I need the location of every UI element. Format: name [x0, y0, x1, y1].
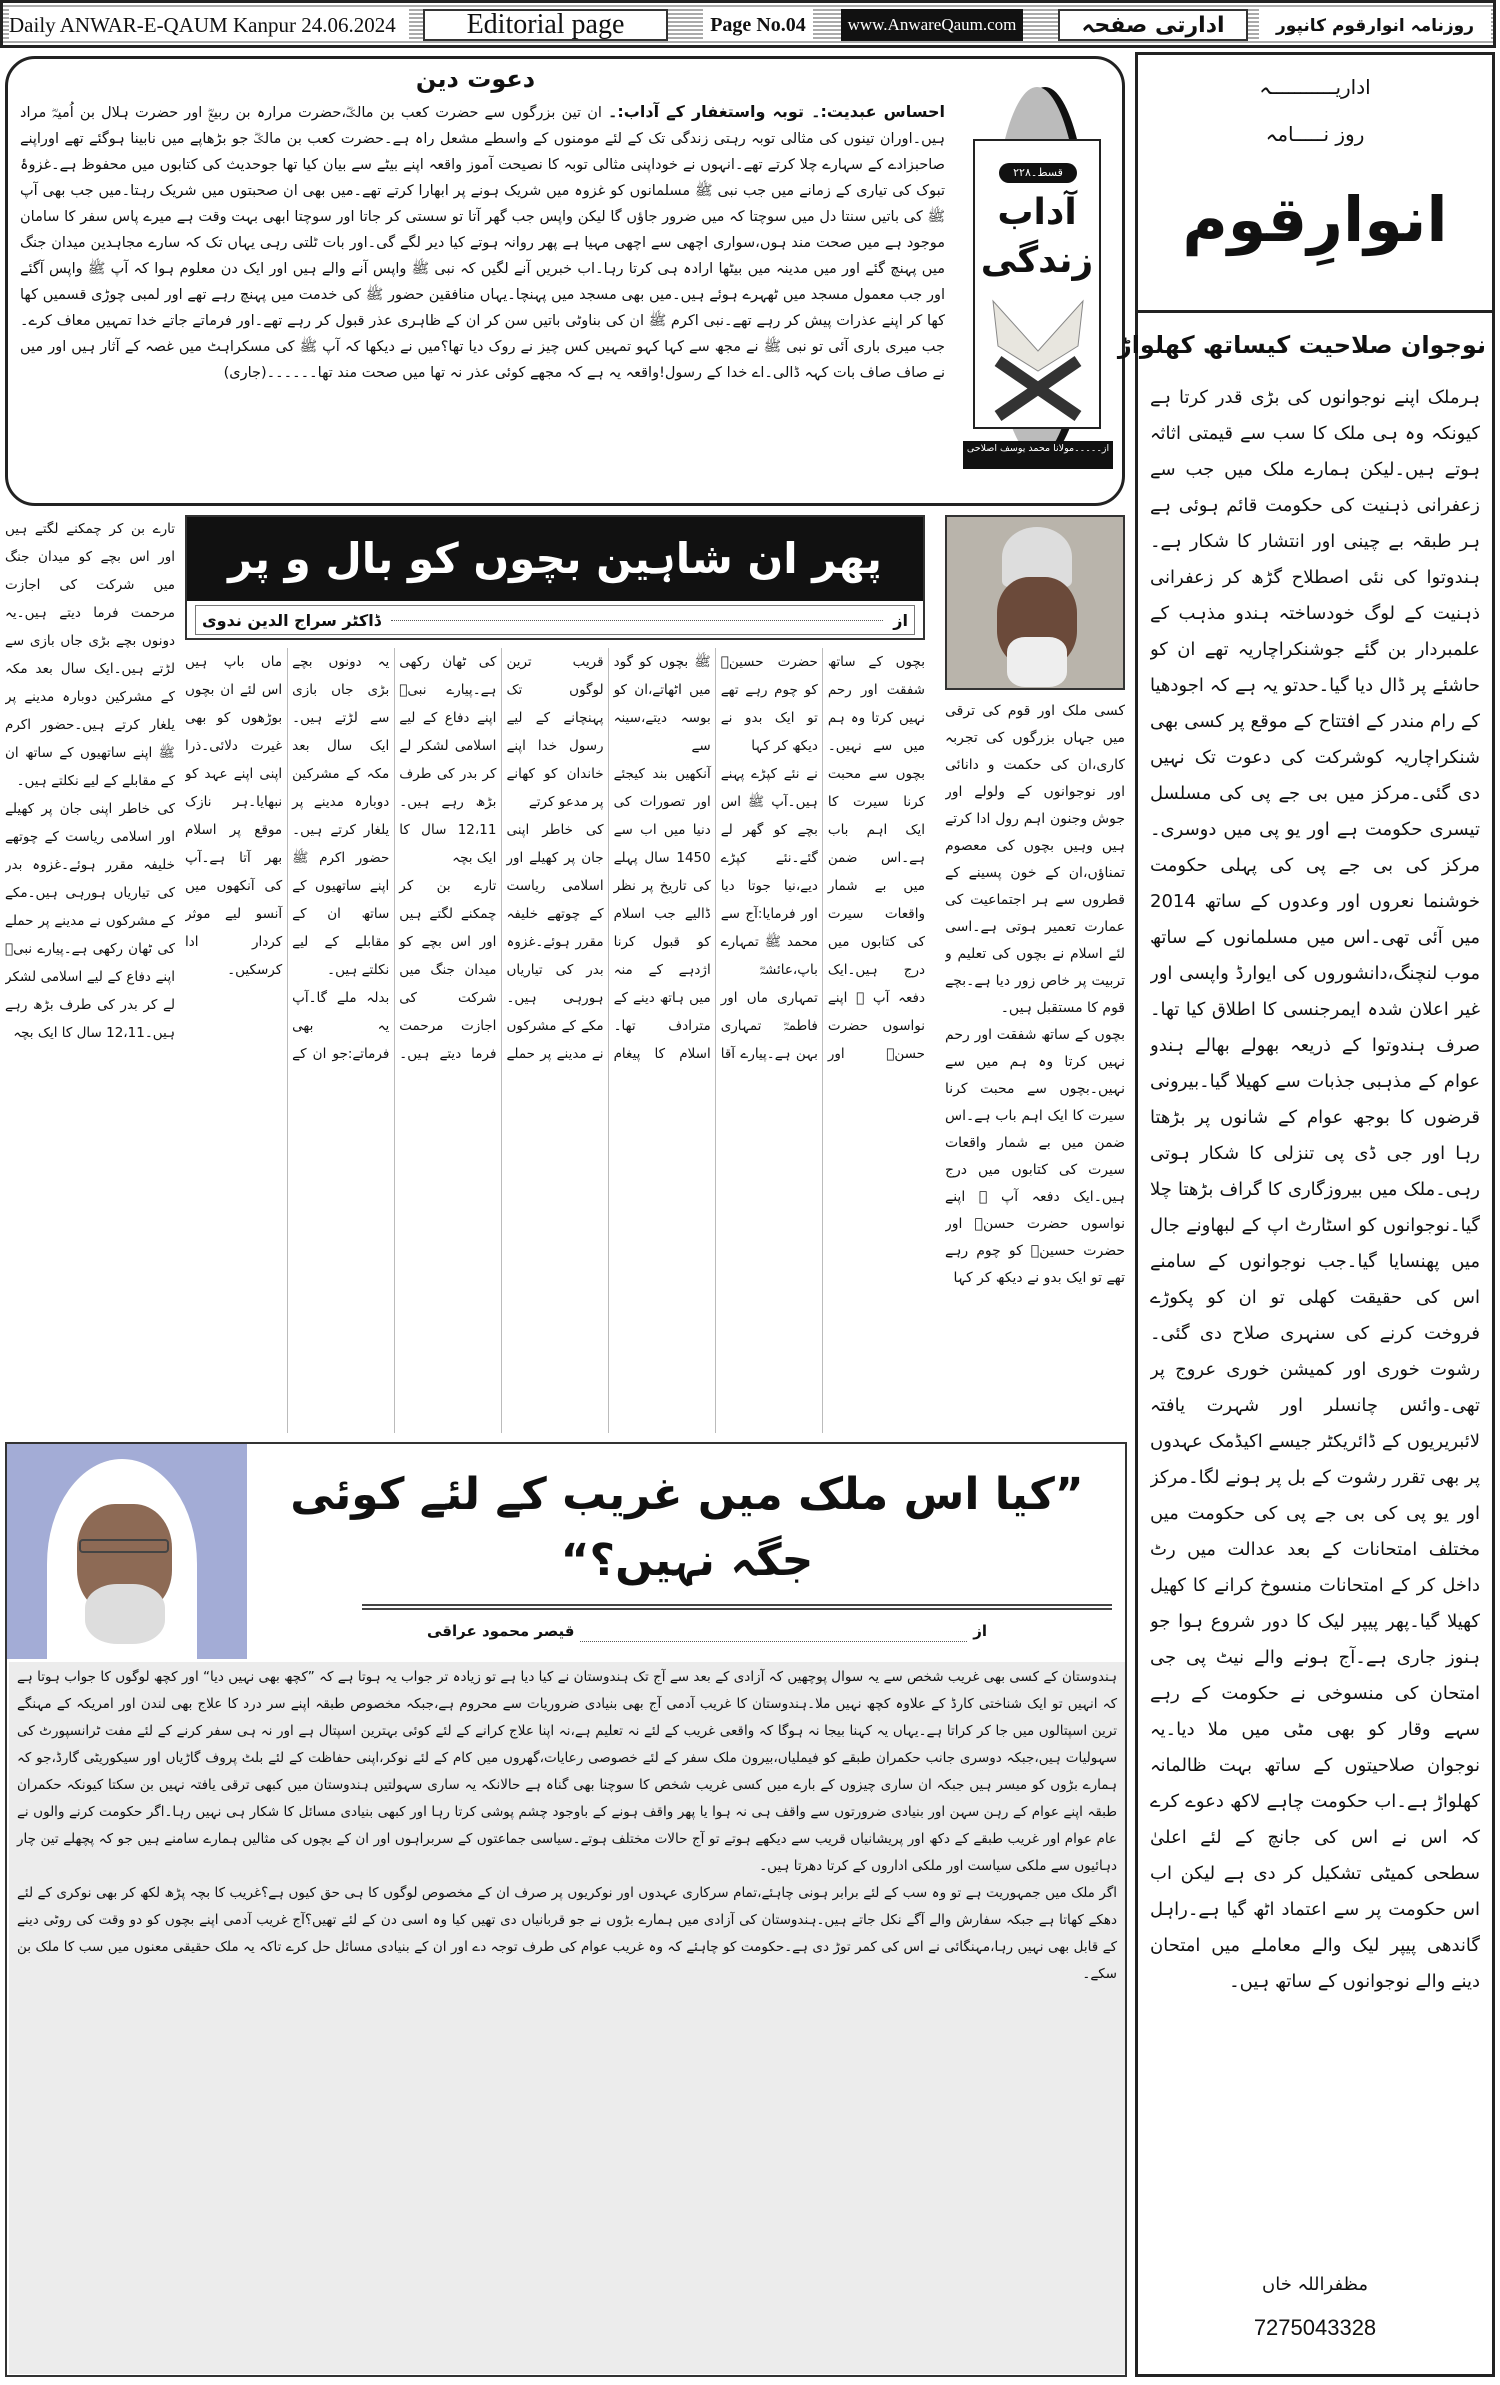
shaheen-continued-column [5, 515, 175, 1433]
section-title-urdu: ادارتی صفحہ [1058, 9, 1248, 41]
shaheen-author-photo [945, 515, 1125, 690]
adab-author: از۔۔۔۔۔مولانا محمد یوسف اصلاحی [963, 441, 1113, 469]
ghareeb-headline: ”کیا اس ملک میں غریب کے لئے کوئی جگہ نہیں؟“ [290, 1469, 1084, 1586]
dawat-lead: احساس عبدیت:۔ توبہ واستغفار کے آداب:۔ [608, 102, 945, 121]
editorial-column [1117, 52, 1495, 2377]
paragraph: تارے بن کر چمکنے لگتے ہیں اور اس بچے کو میدان جنگ میں شرکت کی اجازت مرحمت فرما دیتے ہیں۔یہ دونوں بچے بڑی جاں بازی سے لڑتے ہیں۔ایک سال بعد مکہ کے مشرکین دوبارہ مدینے پر یلغار کرتے ہیں۔حضور اکرم ﷺ اپنے ساتھیوں کے ساتھ ان کے مقابلے کے لیے نکلتے ہیں۔ [5, 521, 175, 789]
dawat-text: ان تین بزرگوں سے حضرت کعب بن مالکؓ،حضرت مرارہ بن ربیعؓ اور حضرت ہلال بن اُمیہؓ مراد ہیں۔اوران تینوں کی مثالی توبہ رہتی زندگی تک کے لئے مومنوں کے واسطے مشعل راہ ہے۔حضرت کعب بن مالکؓ جو بڑھاپے میں نابینا ہوگئے تھے اوراپنے صاحبزادے کے سہارے چلا کرتے تھے۔انہوں نے خوداپنی مثالی توبہ کا نصیحت آموز واقعہ اپنے بیٹے سے بیان کیا تھا جوحدیث کی کتابوں میں محفوظ ہے۔غزوۂ تبوک کی تیاری کے زمانے میں جب نبی ﷺ مسلمانوں کو غزوہ میں شریک ہونے پر ابھارا کرتے تھے۔میں بھی ان صحبتوں میں شریک رہتا۔میں جب بھی آپ ﷺ کی باتیں سنتا دل میں سوچتا کہ میں ضرور جاؤں گا لیکن واپس جب گھر آتا تو سستی کر جاتا اور سوچتا ابھی بہت وقت ہے میرے پاس سفر کا سامان موجود ہے میں صحت مند ہوں،سواری اچھی سے اچھی مہیا ہے پھر روانہ ہوتے کیا دیر لگے گی۔اور بات ٹلتی رہی یہاں تک کہ سارے مجاہدین میدان جنگ میں پہنچ گئے اور میں مدینہ میں بیٹھا ارادہ ہی کرتا رہا۔اب خبریں آنے لگیں کہ نبی ﷺ واپس آنے والے ہیں اور ایک دن معلوم ہوا کہ آپ ﷺ واپس آگئے اور جب معمول مسجد میں ٹھہرے ہوئے ہیں۔میں بھی مسجد میں پہنچا۔یہاں منافقین حضور ﷺ کی خدمت میں پہنچ رہے تھے اور لمبی چوڑی قسمیں کھا کھا کر اپنے عذرات پیش کر رہے تھے۔نبی اکرم ﷺ ان کی بناوٹی باتیں سن کر ان کے ظاہری عذر قبول کر رہے تھے۔اور فرماتے جاتے خدا تمہیں معاف کرے۔جب میری باری آئی تو نبی ﷺ نے مجھ سے کہا کہو تمہیں کس چیز نے روک دیا تھا؟میں نے دیکھا کہ آپ ﷺ کی مسکراہٹ میں غصہ کے آثار ہیں اور میں نے صاف صاف بات کہہ ڈالی۔اے خدا کے رسول!واقعہ یہ ہے کہ مجھے کوئی عذر نہ تھا میں صحت مند تھا۔۔۔۔۔۔(جاری) [20, 105, 945, 381]
paper-name-urdu: روزنامہ انوارقوم کانپور [1259, 9, 1491, 41]
divider [362, 1604, 1112, 1610]
paragraph: تارے بن کر چمکنے لگتے ہیں اور اس بچے کو میدان جنگ میں شرکت کی اجازت مرحمت فرما دیتے ہیں۔یہ دونوں بچے بڑی جاں بازی سے لڑتے ہیں۔ایک سال بعد مکہ کے مشرکین دوبارہ مدینے پر یلغار کرتے ہیں۔حضور اکرم ﷺ اپنے ساتھیوں کے ساتھ ان کے مقابلے کے لیے نکلتے ہیں۔ [292, 654, 497, 1062]
page-header [0, 0, 1496, 48]
ghareeb-author: قیصر محمود عراقی [427, 1622, 575, 1640]
paragraph: کی خاطر اپنی جان پر کھیلے اور اسلامی ریاست کے چوتھے خلیفہ مقرر ہوئے۔غزوہ بدر کی تیاریاں ہورہی ہیں۔مکے کے مشرکوں نے مدینے پر حملے کی ٹھان رکھی ہے۔پیارے نبیؐ اپنے دفاع کے لیے اسلامی لشکر لے کر بدر کی طرف بڑھ رہے ہیں۔12،11 سال کا ایک بچہ [5, 801, 175, 1041]
masthead-paper-name: انوارِقوم [1182, 183, 1448, 256]
ghareeb-byline [427, 1620, 987, 1642]
masthead-daily-label: روز نـــــامہ [1265, 122, 1365, 146]
adab-title-1: آداب [997, 192, 1077, 233]
page-number: Page No.04 [703, 9, 813, 41]
shaheen-author: ڈاکٹر سراج الدین ندوی [202, 610, 381, 630]
paragraph: ہندوستان کے کسی بھی غریب شخص سے یہ سوال پوچھیں کہ آزادی کے بعد سے آج تک ہندوستان نے کیا دیا ہے تو زیادہ تر جواب یہ ہوتا ہے کہ ”کچھ بھی نہیں دیا“ اور کچھ لوگوں کا جواب ہوتا ہے کہ انہیں تو ایک شناختی کارڈ کے علاوہ کچھ نہیں ملا۔ہندوستان کا غریب آدمی آج بھی بنیادی ضروریات سے محروم ہے،جبکہ مخصوص طبقہ اپنے سر درد کا علاج بھی لندن اور امریکہ کے مہنگے ترین اسپتالوں میں جا کر کراتا ہے۔یہاں یہ کہنا بیجا نہ ہوگا کہ واقعی غریب کے لئے نہ تعلیم ہے،نہ اپنا علاج کرانے کے لئے کوئی بہترین اسپتال ہے اور نہ ہی سفر کرنے کے لئے مفت ٹرانسپورٹ کی سہولیات ہیں،جبکہ دوسری جانب حکمران طبقے کو فیملیاں،بیرون ملک سفر کے لئے خصوصی رعایات،گھروں میں کام کے لئے نوکر،اپنی حفاظت کے لئے بلٹ پروف گاڑیاں اور سیکوریٹی گارڈ،جو کہ ہمارے بڑوں کو میسر ہیں جبکہ ان ساری چیزوں کے بارے میں کسی غریب شخص کا سوچنا بھی گناہ ہے حالانکہ یہ ساری سہولتیں ہندوستان میں کبھی ترقی یافتہ نہیں بن سکتا کیونکہ حکمران طبقہ اپنے عوام کے رہن سہن اور بنیادی ضرورتوں سے واقف ہی نہ ہوا یا پھر واقف ہونے کے باوجود چشم پوشی کرتا رہا اور کبھی بنیادی مسائل کا شکار ہی نہیں رہا۔اگر حکومت کرنے والوں نے عام عوام اور غریب طبقے کے دکھ اور پریشانیاں قریب سے دیکھے ہوتے تو آج حالات مختلف ہوتے۔سیاسی جماعتوں کے سربراہوں اور ان کے بچوں کی مثالیں ہمارے سامنے ہیں جو کہ پچھلے تین چار دہائیوں سے ملکی سیاست اور ملکی اداروں کے کرتا دھرتا ہیں۔ [17, 1669, 1117, 1874]
paragraph: کسی ملک اور قوم کی ترقی میں جہاں بزرگوں کی تجربہ کاری،ان کی حکمت و دانائی اور نوجوانوں کے ولولے اور جوش وجنون اہم رول ادا کرتے ہیں وہیں بچوں کی معصوم تمناؤں،ان کے خون پسینے کے قطروں سے ہر اجتماعیت کی عمارت تعمیر ہوتی ہے۔اسی لئے اسلام نے بچوں کی تعلیم و تربیت پر خاص زور دیا ہے۔بچے قوم کا مستقبل ہیں۔ [945, 703, 1125, 1016]
masthead [1138, 55, 1492, 313]
dawat-body [20, 99, 945, 499]
paper-date-title: Daily ANWAR-E-QAUM Kanpur 24.06.2024 [9, 9, 409, 41]
ghareeb-article [5, 1442, 1127, 2377]
episode-badge: قسط۔۲۲۸ [999, 163, 1077, 183]
paragraph: اگر ملک میں جمہوریت ہے تو وہ سب کے لئے برابر ہونی چاہئے،تمام سرکاری عہدوں اور نوکریوں پر صرف ان کے مخصوص لوگوں کا ہی حق کیوں ہے؟غریب کا بچہ پڑھ لکھ کر بھی نوکری کے لئے دھکے کھاتا ہے جبکہ سفارش والے آگے نکل جاتے ہیں۔ہندوستان کی آزادی میں ہمارے بڑوں نے جو قربانیاں دی تھیں کیا وہ اسی دن کے لئے تھیں؟آج غریب آدمی اپنے بچوں کو دو وقت کی روٹی دینے کے قابل بھی نہیں رہا،مہنگائی نے اس کی کمر توڑ دی ہے۔حکومت کو چاہئے کہ وہ غریب عوام کی طرف توجہ دے اور ان کے بنیادی مسائل حل کرے تاکہ یہ ملک حقیقی معنوں میں سب کا ملک بن سکے۔ [17, 1885, 1117, 1982]
editorial-phone: 7275043328 [1253, 2315, 1377, 2340]
shaheen-byline [195, 605, 915, 635]
adab-title-2: زندگی [980, 240, 1094, 281]
ghareeb-author-photo [7, 1444, 247, 1659]
editorial-author: مظفراللہ خاں [1262, 2274, 1368, 2295]
shaheen-headline: پھر ان شاہین بچوں کو بال و پر [187, 517, 923, 601]
shaheen-body-columns [185, 648, 925, 1433]
editorial-headline: نوجوان صلاحیت کیساتھ کھلواڑ [1117, 331, 1486, 359]
masthead-editorial-label: اداریـــــــــــہ [1259, 75, 1371, 99]
paragraph: بچوں کے ساتھ شفقت اور رحم نہیں کرتا وہ ہم میں سے نہیں۔بچوں سے محبت کرنا سیرت کا ایک اہم باب ہے۔اس ضمن میں بے شمار واقعات سیرت کی کتابوں میں درج ہیں۔ایک دفعہ آپ ﷺ اپنے نواسوں حضرت حسنؓ اور حضرت حسینؓ کو چوم رہے تھے تو ایک بدو نے دیکھ کر کہا [720, 654, 925, 1062]
ghareeb-body [9, 1662, 1125, 2374]
editorial-body [1150, 380, 1480, 2250]
adab-zindagi-panel [963, 79, 1113, 479]
dawat-deen-box [5, 56, 1125, 506]
paragraph: ہرملک اپنے نوجوانوں کی بڑی قدر کرتا ہے کیونکہ وہ ہی ملک کا سب سے قیمتی اثاثہ ہوتے ہیں۔لیکن ہمارے ملک میں جب سے زعفرانی ذہنیت کی حکومت قائم ہوئی ہے ہر طبقہ بے چینی اور انتشار کا شکار ہے۔ہندوتوا کی نئی اصطلاح گڑھ کر زعفرانی ذہنیت کے لوگ خودساختہ ہندو مذہب کے علمبردار بن گئے جوشنکراچاریہ تھے ان کو حاشئے پر ڈال دیا گیا۔حدتو یہ ہے کہ اجودھیا کے رام مندر کے افتتاح کے موقع پر کسی بھی شنکراچاریہ کوشرکت کی دعوت تک نہیں دی گئی۔مرکز میں بی جے پی کی مسلسل تیسری حکومت ہے اور یو پی میں دوسری۔مرکز کی بی جے پی کی پہلی حکومت خوشنما نعروں اور وعدوں کے ساتھ 2014 میں آئی تھی۔اس میں مسلمانوں کے ساتھ موب لنچنگ،دانشوروں کی ایوارڈ واپسی اور غیر اعلان شدہ ایمرجنسی کا اطلاق کیا تھا۔صرف ہندوتوا کے ذریعہ بھولے بھالے ہندو عوام کے مذہبی جذبات سے کھیلا گیا۔بیرونی قرضوں کا بوجھ عوام کے شانوں پر بڑھتا رہا اور جی ڈی پی تنزلی کا شکار ہوتی رہی۔ملک میں بیروزگاری کا گراف بڑھتا چلا گیا۔نوجوانوں کو اسٹارٹ اپ کے لبھاونے جال میں پھنسایا گیا۔جب نوجوانوں کے سامنے اس کی حقیقت کھلی تو ان کو پکوڑے فروخت کرنے کی سنہری صلاح دی گئی۔رشوت خوری اور کمیشن خوری عروج پر تھی۔وائس چانسلر اور شہرت یافتہ لائبریریوں کے ڈائریکٹر جیسے اکیڈمک عہدوں پر بھی تقرر رشوت کے بل پر ہونے لگا۔مرکز اور یو پی کی بی جے پی کی حکومت میں مختلف امتحانات کے بعد عدالت میں رٹ داخل کر کے امتحانات منسوخ کرانے کا کھیل کھیلا گیا۔پھر پیپر لیک کا دور شروع ہوا جو ہنوز جاری ہے۔آج ہونے والے نیٹ پی جی امتحان کی منسوخی نے حکومت کے رہے سہے وقار کو بھی مٹی میں ملا دیا۔یہ نوجوان صلاحیتوں کے ساتھ بہت ظالمانہ کھلواڑ ہے۔اب حکومت چاہے لاکھ دعوے کرے کہ اس نے اس کی جانچ کے لئے اعلیٰ سطحی کمیٹی تشکیل کر دی ہے لیکن اب اس حکومت پر سے اعتماد اٹھ گیا ہے۔راہل گاندھی پیپر لیک والے معاملے میں امتحان دینے والے نوجوانوں کے ساتھ ہیں۔ [1150, 387, 1480, 1992]
quran-on-stand-icon [983, 291, 1093, 421]
shaheen-intro [945, 698, 1125, 1433]
section-title-english: Editorial page [423, 9, 668, 41]
panel-card [973, 139, 1101, 429]
byline-prefix: از [893, 610, 908, 630]
dawat-title: دعوت دین [415, 65, 536, 93]
shaheen-headline-box [185, 515, 925, 640]
paragraph: آنکھیں بند کیجئے اور تصورات کی دنیا میں اب سے 1450 سال پہلے کی تاریخ پر نظر ڈالیے جب اسلام کو قبول کرنا اژدہے کے منہ میں ہاتھ دینے کے مترادف تھا۔اسلام کا پیغام قریب ترین لوگوں تک پہنچانے کے لیے رسول خدا اپنے خاندان کو کھانے پر مدعو کرتے [506, 654, 711, 1062]
byline-prefix: از [973, 1622, 987, 1640]
paragraph: بدلہ ملے گا۔آپ یہ بھی فرماتے:جو ان کے ماں باپ ہیں اس لئے ان بچوں بوڑھوں کو بھی غیرت دلائی۔ذرا اپنی اپنے عہد کو نبھایا۔ہر نازک موقع پر اسلام بھر آتا ہے۔آپ کی آنکھوں میں آنسو لیے موثر کردار ادا کرسکیں۔ [185, 654, 390, 1062]
paragraph: بچوں کے ساتھ شفقت اور رحم نہیں کرتا وہ ہم میں سے نہیں۔بچوں سے محبت کرنا سیرت کا ایک اہم باب ہے۔اس ضمن میں بے شمار واقعات سیرت کی کتابوں میں درج ہیں۔ایک دفعہ آپ ﷺ اپنے نواسوں حضرت حسنؓ اور حضرت حسینؓ کو چوم رہے تھے تو ایک بدو نے دیکھ کر کہا [945, 1027, 1125, 1286]
paragraph: نے نئے کپڑے پہنے ہیں۔آپ ﷺ اس بچے کو گھر لے گئے۔نئے کپڑے دیے،نیا جوتا دیا اور فرمایا:آج سے محمد ﷺ تمہارے باپ،عائشہؓ تمہاری ماں اور فاطمہؓ تمہاری بہن ہے۔پیارے آقا ﷺ بچوں کو گود میں اٹھاتے،ان کو بوسہ دیتے،سینہ سے [613, 654, 818, 1062]
paragraph: کی خاطر اپنی جان پر کھیلے اور اسلامی ریاست کے چوتھے خلیفہ مقرر ہوئے۔غزوہ بدر کی تیاریاں ہورہی ہیں۔مکے کے مشرکوں نے مدینے پر حملے کی ٹھان رکھی ہے۔پیارے نبیؐ اپنے دفاع کے لیے اسلامی لشکر لے کر بدر کی طرف بڑھ رہے ہیں۔12،11 سال کا ایک بچہ [399, 654, 604, 1062]
website-link[interactable]: www.AnwareQaum.com [841, 9, 1023, 41]
